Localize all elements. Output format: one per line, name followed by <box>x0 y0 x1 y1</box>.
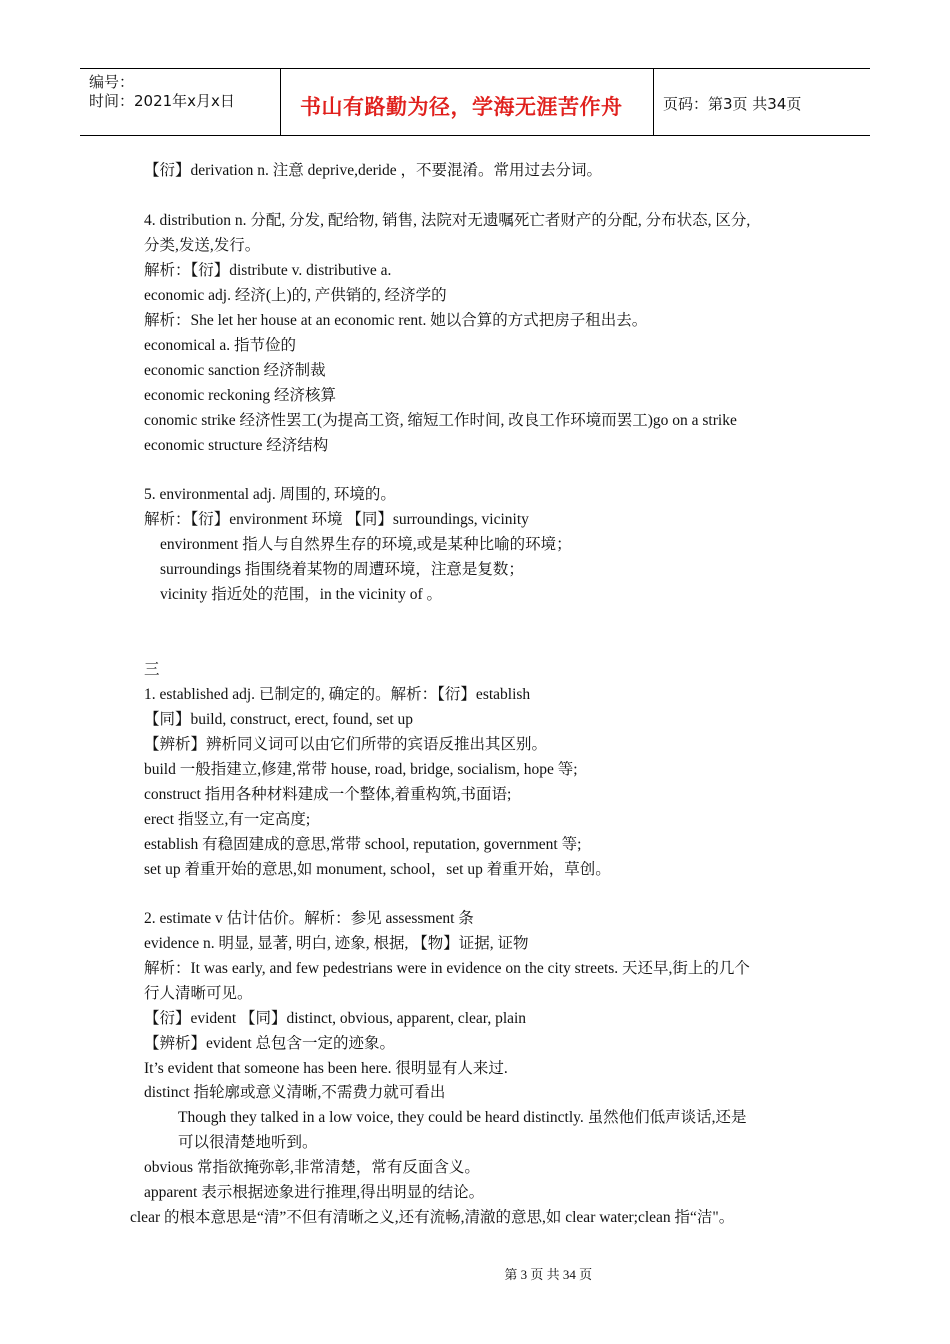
body-line: environment 指人与自然界生存的环境,或是某种比喻的环境； <box>160 536 572 553</box>
body-line: economic sanction 经济制裁 <box>144 362 326 379</box>
page-header <box>80 68 870 136</box>
body-line: 解析：It was early, and few pedestrians were in evidence on the city streets. 天还早,街上的几个 <box>144 960 750 977</box>
body-line: 可以很清楚地听到。 <box>178 1134 318 1151</box>
body-line: 【辨析】evident 总包含一定的迹象。 <box>144 1035 395 1052</box>
body-line: 解析：【衍】environment 环境 【同】surroundings, vicinity <box>144 511 529 528</box>
footer-page-number: 第 3 页 共 34 页 <box>504 1267 593 1282</box>
header-motto: 书山有路勤为径，学海无涯苦作舟 <box>300 95 623 119</box>
body-line: vicinity 指近处的范围，in the vicinity of 。 <box>160 586 442 603</box>
header-page-cell <box>654 69 870 135</box>
body-line: 行人清晰可见。 <box>144 985 253 1002</box>
body-line: establish 有稳固建成的意思,常带 school, reputation, government 等; <box>144 836 582 853</box>
body-line: evidence n. 明显, 显著, 明白, 迹象, 根据, 【物】证据, 证物 <box>144 935 529 952</box>
doc-time-label: 时间：2021年x月x日 <box>89 92 235 110</box>
section-heading: 三 <box>144 661 160 678</box>
body-line: obvious 常指欲掩弥彰,非常清楚，常有反面含义。 <box>144 1159 480 1176</box>
body-line: construct 指用各种材料建成一个整体,着重构筑,书面语; <box>144 786 512 803</box>
body-line: 4. distribution n. 分配, 分发, 配给物, 销售, 法院对无遗嘱死亡者财产的分配, 分布状态, 区分, <box>144 212 751 229</box>
body-line: apparent 表示根据迹象进行推理,得出明显的结论。 <box>144 1184 485 1201</box>
body-line: 2. estimate v 估计估价。解析：参见 assessment 条 <box>144 910 474 927</box>
body-line: conomic strike 经济性罢工(为提高工资, 缩短工作时间, 改良工作环境而罢工)go on a strike <box>144 412 737 429</box>
body-line: set up 着重开始的意思,如 monument, school，set up 着重开始，草创。 <box>144 861 611 878</box>
body-line: 解析：【衍】distribute v. distributive a. <box>144 262 392 279</box>
body-line: 5. environmental adj. 周围的, 环境的。 <box>144 486 396 503</box>
body-line: erect 指竖立,有一定高度; <box>144 811 311 828</box>
body-line: It’s evident that someone has been here. 很明显有人来过. <box>144 1060 508 1077</box>
body-line: economic adj. 经济(上)的, 产供销的, 经济学的 <box>144 287 447 304</box>
body-line: 【辨析】辨析同义词可以由它们所带的宾语反推出其区别。 <box>144 736 548 753</box>
doc-number-label: 编号： <box>89 73 135 91</box>
header-motto-cell <box>281 69 654 135</box>
body-line: surroundings 指围绕着某物的周遭环境，注意是复数； <box>160 561 524 578</box>
body-line: economic structure 经济结构 <box>144 437 329 454</box>
body-line: build 一般指建立,修建,常带 house, road, bridge, socialism, hope 等; <box>144 761 578 778</box>
body-line: 1. established adj. 已制定的, 确定的。解析：【衍】establish <box>144 686 531 703</box>
body-line: economic reckoning 经济核算 <box>144 387 336 404</box>
page-footer <box>0 1248 950 1283</box>
header-meta-cell <box>80 69 281 135</box>
header-page-label: 页码：第3页 共34页 <box>663 95 802 113</box>
body-line: 解析：She let her house at an economic rent. 她以合算的方式把房子租出去。 <box>144 312 648 329</box>
body-line: Though they talked in a low voice, they could be heard distinctly. 虽然他们低声谈话,还是 <box>178 1109 747 1126</box>
body-line: 【衍】derivation n. 注意 deprive,deride ，不要混淆。常用过去分词。 <box>144 162 603 179</box>
body-line: 【衍】evident 【同】distinct, obvious, apparent, clear, plain <box>144 1010 527 1027</box>
body-line: 分类,发送,发行。 <box>144 237 261 254</box>
body-line: distinct 指轮廓或意义清晰,不需费力就可看出 <box>144 1084 446 1101</box>
body-line: 【同】build, construct, erect, found, set up <box>144 711 414 728</box>
body-line: economical a. 指节俭的 <box>144 337 296 354</box>
body-line: clear 的根本意思是“清”不但有清晰之义,还有流畅,清澈的意思,如 clear water;clean 指“洁"。 <box>130 1209 735 1226</box>
